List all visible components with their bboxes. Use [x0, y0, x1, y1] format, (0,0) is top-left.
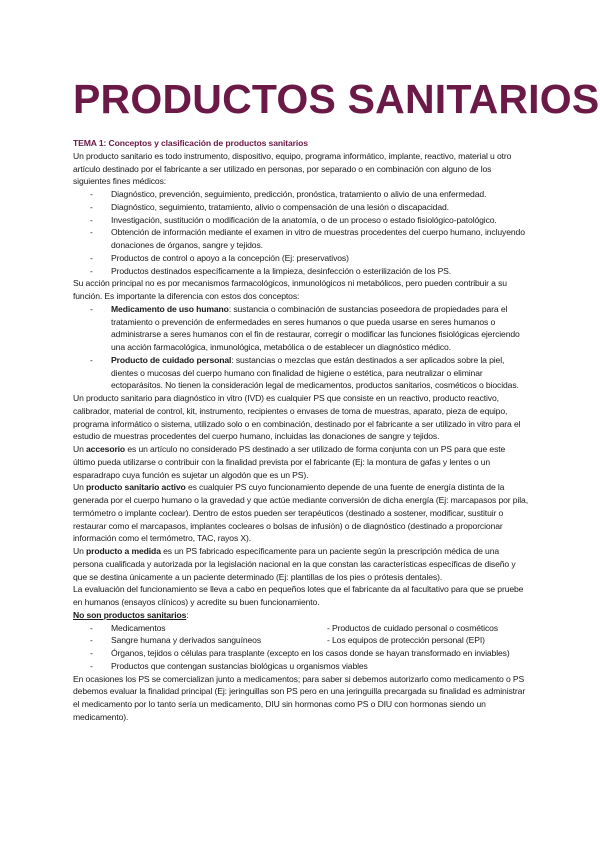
- text-run: Un: [73, 546, 87, 556]
- term: producto a medida: [86, 546, 161, 556]
- list-item: - Productos que contengan sustancias biológicas u organismos viables: [73, 660, 529, 673]
- closing-paragraph: En ocasiones los PS se comercializan junto a medicamentos; para saber si debemos autorizarlo como medicamento o PS debemos evaluar la finalidad principal (Ej: jeringuillas son PS pero en una jeringuilla precargada su finalidad es administrar el medicamento por lo tanto sería un medicamento, DIU sin hormonas como PS o DIU con hormonas siendo un medicamento).: [73, 673, 526, 722]
- list-item: - Órganos, tejidos o células para trasplante (excepto en los casos donde se hayan transformado en inviables): [73, 647, 529, 660]
- text-run: Un: [73, 482, 87, 493]
- purposes-list: [73, 188, 529, 277]
- list-item: [73, 622, 529, 635]
- list-item: - Diagnóstico, prevención, seguimiento, predicción, pronóstica, tratamiento o alivio de una enfermedad.: [73, 188, 529, 201]
- custom-product-paragraph: [73, 545, 529, 583]
- list-item: [73, 354, 529, 392]
- text-run: :: [186, 609, 189, 620]
- text-run: es cualquier PS cuyo funcionamiento depende de una fuente de energía distinta de la generada por el cuerpo humano o la gravedad y que actúe mediante conversión de dicha energía (Ej: marcapasos por pila, termómetro o implante coclear). Dentro de estos pueden ser terapéuticos (destinado a sostener, modificar, sustituir o restaurar como el marcapasos, implantes cocleares o bolsas de infusión) o de diagnóstico (destinado a proporcionar información como el termómetro, TAC, rayos X).: [73, 482, 528, 544]
- accesorio-paragraph: [73, 443, 529, 481]
- ivd-paragraph: Un producto sanitario para diagnóstico in vitro (IVD) es cualquier PS que consiste en un reactivo, producto reactivo, calibrador, material de control, kit, instrumento, recipientes o envases de toma de muestras, aparato, pieza de equipo, programa informático o sistema, utilizado solo o en combinación, destinado por el fabricante a ser utilizado in vitro para el estudio de muestras procedentes del cuerpo humano, incluidas las donaciones de sangre y tejidos.: [73, 393, 521, 442]
- active-product-paragraph: [73, 481, 529, 545]
- not-ps-list: [73, 622, 529, 673]
- not-ps-heading-line: [73, 609, 529, 622]
- list-item: - Investigación, sustitución o modificación de la anatomía, o de un proceso o estado fisiológico-patológico.: [73, 214, 529, 227]
- text-run: Un: [73, 444, 87, 454]
- text-run: es un PS fabricado específicamente para un paciente según la prescripción médica de una persona cualificada y autorizada por la legislación nacional en la que constan las características específicas de diseño y que se destina únicamente a un paciente determinado (Ej: plantillas de los pies o prótesis dentales).: [73, 546, 516, 582]
- list-item: [73, 303, 529, 354]
- list-item-left: - Medicamentos: [111, 622, 166, 633]
- concepts-list: [73, 303, 529, 392]
- principal-action-paragraph: Su acción principal no es por mecanismos farmacológicos, inmunológicos ni metabólicos, pero pueden contribuir a su función. Es importante la diferencia con estos dos conceptos:: [73, 278, 507, 301]
- evaluation-paragraph: La evaluación del funcionamiento se lleva a cabo en pequeños lotes que el fabricante da al facultativo para que se pruebe en humanos (ensayos clínicos) y acredite su buen funcionamiento.: [73, 584, 524, 607]
- not-ps-heading: No son productos sanitarios: [73, 609, 187, 620]
- term: producto sanitario activo: [86, 482, 186, 493]
- list-item-right: - Los equipos de protección personal (EPI): [327, 635, 485, 646]
- page-title: PRODUCTOS SANITARIOS: [73, 76, 600, 122]
- concept-definition: : sustancias o mezclas que están destinados a ser aplicados sobre la piel, dientes o mucosas del cuerpo humano con finalidad de higiene o estética, para neutralizar o eliminar ectoparásitos. No tienen la consideración legal de medicamentos, productos sanitarios, cosméticos o biocidas.: [111, 354, 519, 391]
- term: accesorio: [86, 444, 126, 454]
- list-item-right: - Productos de cuidado personal o cosméticos: [327, 622, 498, 633]
- list-item: - Productos de control o apoyo a la concepción (Ej: preservativos): [73, 252, 529, 265]
- list-item-left: - Sangre humana y derivados sanguíneos: [111, 635, 261, 646]
- section-subtitle: TEMA 1: Conceptos y clasificación de productos sanitarios: [73, 138, 308, 148]
- list-item: - Obtención de información mediante el examen in vitro de muestras procedentes del cuerpo humano, incluyendo donaciones de órganos, sangre y tejidos.: [73, 226, 529, 252]
- concept-term: Medicamento de uso humano: [111, 303, 229, 314]
- text-run: es un artículo no considerado PS destinado a ser utilizado de forma conjunta con un PS para que este último pueda utilizarse o contribuir con la finalidad prevista por el fabricante (Ej: la montura de gafas y lentes o un esparadrapo cuya función es sujetar un algodón que es un PS).: [73, 444, 506, 480]
- intro-paragraph: Un producto sanitario es todo instrumento, dispositivo, equipo, programa informático, implante, reactivo, material u otro artículo destinado por el fabricante a ser utilizado en personas, por separado o en combinación con alguno de los siguientes fines médicos:: [73, 150, 512, 187]
- concept-definition: : sustancia o combinación de sustancias poseedora de propiedades para el tratamiento o prevención de enfermedades en seres humanos o que pueda usarse en seres humanos o administrarse a seres humanos con el fin de restaurar, corregir o modificar las funciones fisiológicas ejerciendo una acción farmacológica, inmunológica, metabólica o de establecer un diagnóstico médico.: [111, 303, 520, 352]
- list-item: - Productos destinados específicamente a la limpieza, desinfección o esterilización de los PS.: [73, 265, 529, 278]
- concept-term: Producto de cuidado personal: [111, 354, 232, 365]
- list-item: - Diagnóstico, seguimiento, tratamiento, alivio o compensación de una lesión o discapacidad.: [73, 201, 529, 214]
- list-item: [73, 634, 529, 647]
- document-body: [73, 137, 529, 724]
